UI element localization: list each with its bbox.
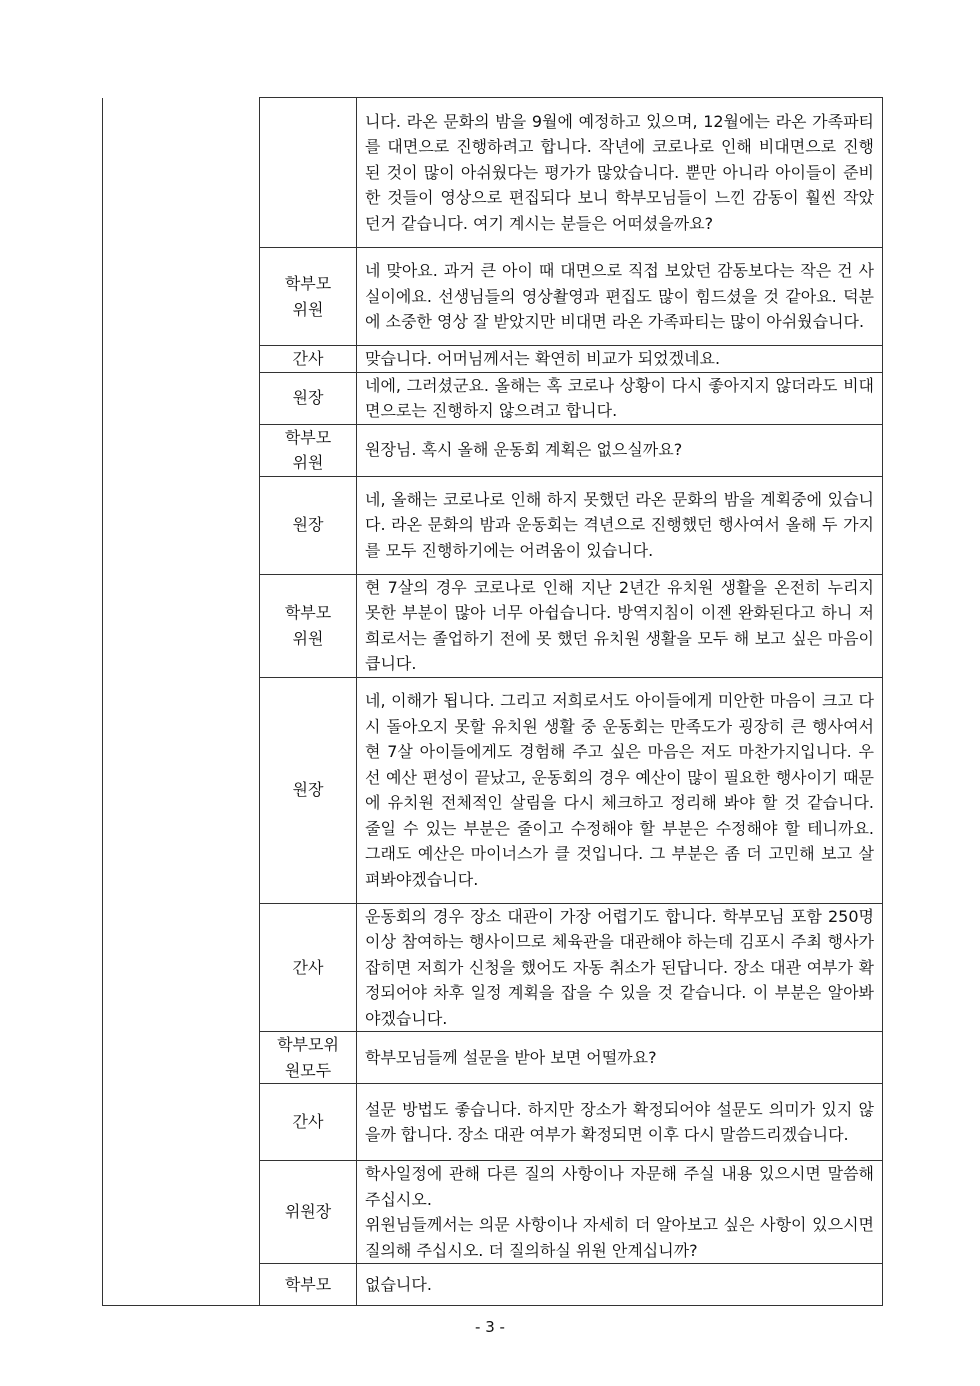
speaker-cell <box>260 98 357 248</box>
speaker-cell: 원장 <box>260 677 357 903</box>
content-cell: 맞습니다. 어머님께서는 확연히 비교가 되었겠네요. <box>357 346 883 373</box>
content-cell: 설문 방법도 좋습니다. 하지만 장소가 확정되어야 설문도 의미가 있지 않을까 합니다. 장소 대관 여부가 확정되면 이후 다시 말씀드리겠습니다. <box>357 1084 883 1161</box>
content-cell: 네에, 그러셨군요. 올해는 혹 코로나 상황이 다시 좋아지지 않더라도 비대면으로는 진행하지 않으려고 합니다. <box>357 372 883 424</box>
content-cell: 운동회의 경우 장소 대관이 가장 어렵기도 합니다. 학부모님 포함 250명 이상 참여하는 행사이므로 체육관을 대관해야 하는데 김포시 주최 행사가 잡히면 저희가 신청을 했어도 자동 취소가 된답니다. 장소 대관 여부가 확정되어야 차후 일정 계획을 잡을 수 있을 것 같습니다. 이 부분은 알아봐야겠습니다. <box>357 903 883 1032</box>
content-cell: 현 7살의 경우 코로나로 인해 지난 2년간 유치원 생활을 온전히 누리지 못한 부분이 많아 너무 아쉽습니다. 방역지침이 이젠 완화된다고 하니 저희로서는 졸업하기 전에 못 했던 유치원 생활을 모두 해 보고 싶은 마음이 큽니다. <box>357 574 883 677</box>
speaker-cell: 학부모 위원 <box>260 248 357 346</box>
speaker-cell: 원장 <box>260 372 357 424</box>
speaker-cell: 학부모 위원 <box>260 574 357 677</box>
speaker-cell: 학부모위 원모두 <box>260 1032 357 1084</box>
speaker-cell: 간사 <box>260 903 357 1032</box>
speaker-cell: 학부모 위원 <box>260 424 357 476</box>
speaker-cell: 간사 <box>260 346 357 373</box>
table-row <box>103 98 883 248</box>
content-cell: 니다. 라온 문화의 밤을 9월에 예정하고 있으며, 12월에는 라온 가족파티를 대면으로 진행하려고 합니다. 작년에 코로나로 인해 비대면으로 진행 된 것이 많이 아쉬웠다는 평가가 많았습니다. 뿐만 아니라 아이들이 준비 한 것들이 영상으로 편집되다 보니 학부모님들이 느낀 감동이 훨씬 작았던거 같습니다. 여기 계시는 분들은 어떠셨을까요? <box>357 98 883 248</box>
content-cell: 네, 이해가 됩니다. 그리고 저희로서도 아이들에게 미안한 마음이 크고 다시 돌아오지 못할 유치원 생활 중 운동회는 만족도가 굉장히 큰 행사여서 현 7살 아이들에게도 경험해 주고 싶은 마음은 저도 마찬가지입니다. 우선 예산 편성이 끝났고, 운동회의 경우 예산이 많이 필요한 행사이기 때문에 유치원 전체적인 살림을 다시 체크하고 정리해 봐야 할 것 같습니다. 줄일 수 있는 부분은 줄이고 수정해야 할 부분은 수정해야 할 테니까요. 그래도 예산은 마이너스가 클 것입니다. 그 부분은 좀 더 고민해 보고 살펴봐야겠습니다. <box>357 677 883 903</box>
page-number: - 3 - <box>475 1318 505 1336</box>
speaker-cell: 학부모 <box>260 1264 357 1306</box>
speaker-cell: 위원장 <box>260 1161 357 1264</box>
content-cell: 학부모님들께 설문을 받아 보면 어떨까요? <box>357 1032 883 1084</box>
speaker-cell: 원장 <box>260 476 357 574</box>
section-label-cell <box>103 98 260 1306</box>
minutes-table <box>102 97 883 1306</box>
content-cell: 원장님. 혹시 올해 운동회 계획은 없으실까요? <box>357 424 883 476</box>
content-cell: 학사일정에 관해 다른 질의 사항이나 자문해 주실 내용 있으시면 말씀해 주십시오. 위원님들께서는 의문 사항이나 자세히 더 알아보고 싶은 사항이 있으시면 질의해 주십시오. 더 질의하실 위원 안계십니까? <box>357 1161 883 1264</box>
content-cell: 네, 올해는 코로나로 인해 하지 못했던 라온 문화의 밤을 계획중에 있습니다. 라온 문화의 밤과 운동회는 격년으로 진행했던 행사여서 올해 두 가지를 모두 진행하기에는 어려움이 있습니다. <box>357 476 883 574</box>
content-cell: 없습니다. <box>357 1264 883 1306</box>
speaker-cell: 간사 <box>260 1084 357 1161</box>
content-cell: 네 맞아요. 과거 큰 아이 때 대면으로 직접 보았던 감동보다는 작은 건 사실이에요. 선생님들의 영상촬영과 편집도 많이 힘드셨을 것 같아요. 덕분에 소중한 영상 잘 받았지만 비대면 라온 가족파티는 많이 아쉬웠습니다. <box>357 248 883 346</box>
